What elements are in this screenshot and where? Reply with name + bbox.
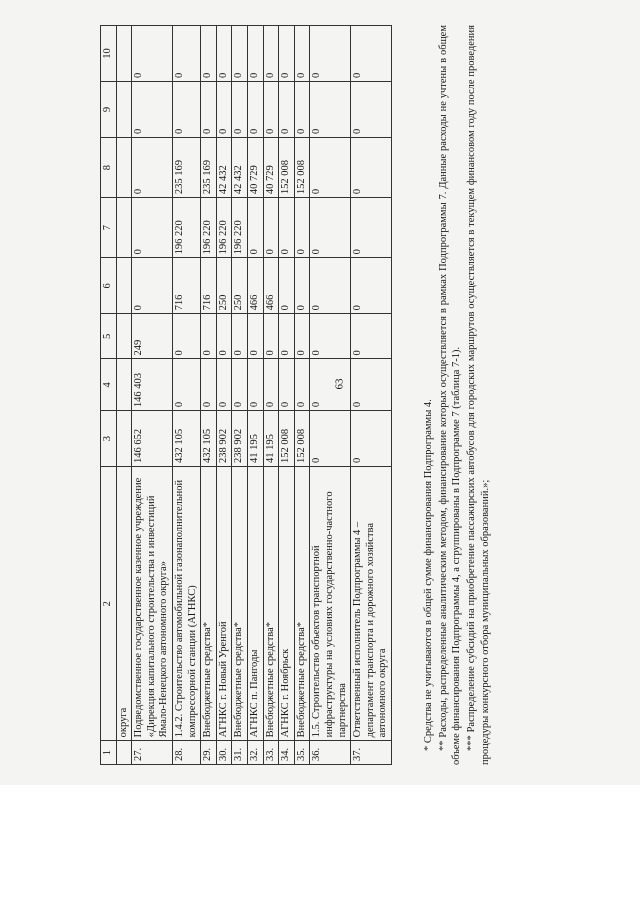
page-content xyxy=(100,25,500,765)
value-cell: 0 xyxy=(294,314,310,359)
table-row xyxy=(232,26,248,765)
value-cell: 0 xyxy=(132,137,173,197)
row-number xyxy=(116,741,132,765)
value-cell: 0 xyxy=(247,198,263,258)
value-cell: 146 403 xyxy=(132,359,173,411)
value-cell xyxy=(116,198,132,258)
table-row xyxy=(351,26,392,765)
row-name: Внебюджетные средства* xyxy=(263,467,279,741)
row-name: Внебюджетные средства* xyxy=(294,467,310,741)
value-cell xyxy=(116,26,132,82)
value-cell: 0 xyxy=(351,137,392,197)
value-cell: 41 195 xyxy=(247,411,263,467)
value-cell: 42 432 xyxy=(232,137,248,197)
value-cell: 0 xyxy=(310,258,351,314)
header-cell: 1 xyxy=(101,741,117,765)
value-cell: 0 xyxy=(310,314,351,359)
value-cell: 0 xyxy=(247,314,263,359)
page-number: 63 xyxy=(333,378,346,390)
value-cell: 0 xyxy=(310,82,351,138)
value-cell: 0 xyxy=(310,359,351,411)
table-row xyxy=(294,26,310,765)
value-cell: 250 xyxy=(216,258,232,314)
row-name: АГНКС п. Пангоды xyxy=(247,467,263,741)
value-cell: 42 432 xyxy=(216,137,232,197)
header-cell: 4 xyxy=(101,359,117,411)
value-cell: 0 xyxy=(201,26,217,82)
row-name: АГНКС г. Ноябрьск xyxy=(279,467,295,741)
value-cell: 0 xyxy=(201,314,217,359)
value-cell: 716 xyxy=(172,258,200,314)
value-cell: 0 xyxy=(294,359,310,411)
value-cell: 0 xyxy=(279,359,295,411)
value-cell xyxy=(116,411,132,467)
value-cell: 0 xyxy=(310,26,351,82)
value-cell: 0 xyxy=(263,26,279,82)
value-cell: 0 xyxy=(263,198,279,258)
value-cell: 0 xyxy=(351,359,392,411)
row-name: округа xyxy=(116,467,132,741)
value-cell: 238 902 xyxy=(232,411,248,467)
value-cell: 0 xyxy=(351,26,392,82)
value-cell: 196 220 xyxy=(232,198,248,258)
value-cell: 0 xyxy=(279,82,295,138)
value-cell xyxy=(116,258,132,314)
value-cell: 196 220 xyxy=(172,198,200,258)
row-number: 31. xyxy=(232,741,248,765)
value-cell: 0 xyxy=(263,82,279,138)
value-cell: 0 xyxy=(232,82,248,138)
value-cell xyxy=(116,82,132,138)
value-cell: 152 008 xyxy=(279,411,295,467)
value-cell: 0 xyxy=(201,359,217,411)
value-cell: 0 xyxy=(132,82,173,138)
value-cell: 0 xyxy=(279,258,295,314)
value-cell: 0 xyxy=(294,26,310,82)
row-name: 1.4.2. Строительство автомобильной газонаполнительной компрессорной станции (АГНКС) xyxy=(172,467,200,741)
value-cell: 196 220 xyxy=(201,198,217,258)
value-cell: 250 xyxy=(232,258,248,314)
value-cell: 0 xyxy=(172,26,200,82)
value-cell: 432 105 xyxy=(172,411,200,467)
value-cell: 152 008 xyxy=(294,411,310,467)
value-cell: 716 xyxy=(201,258,217,314)
value-cell: 0 xyxy=(351,82,392,138)
value-cell xyxy=(116,314,132,359)
row-name: 1.5. Строительство объектов транспортной инфраструктуры на условиях государственно-частного партнерства xyxy=(310,467,351,741)
row-name: Подведомственное государственное казенное учреждение «Дирекция капитального строительства и инвестиций Ямало-Ненецкого автономного округа» xyxy=(132,467,173,741)
header-cell: 6 xyxy=(101,258,117,314)
value-cell: 0 xyxy=(310,198,351,258)
value-cell: 0 xyxy=(232,314,248,359)
value-cell: 0 xyxy=(232,26,248,82)
table-row xyxy=(116,26,132,765)
value-cell: 0 xyxy=(351,314,392,359)
header-cell: 8 xyxy=(101,137,117,197)
value-cell: 196 220 xyxy=(216,198,232,258)
table-row xyxy=(172,26,200,765)
row-name: АГНКС г. Новый Уренгой xyxy=(216,467,232,741)
value-cell: 0 xyxy=(132,26,173,82)
value-cell: 0 xyxy=(294,258,310,314)
value-cell: 0 xyxy=(263,314,279,359)
value-cell: 466 xyxy=(263,258,279,314)
value-cell: 0 xyxy=(279,26,295,82)
row-name: Ответственный исполнитель Подпрограммы 4 – департамент транспорта и дорожного хозяйства автономного округа xyxy=(351,467,392,741)
value-cell: 0 xyxy=(216,314,232,359)
header-cell: 5 xyxy=(101,314,117,359)
header-cell: 10 xyxy=(101,26,117,82)
row-number: 28. xyxy=(172,741,200,765)
value-cell: 0 xyxy=(263,359,279,411)
value-cell: 0 xyxy=(279,314,295,359)
value-cell: 0 xyxy=(247,26,263,82)
header-cell: 3 xyxy=(101,411,117,467)
value-cell xyxy=(116,359,132,411)
footnotes xyxy=(422,25,493,765)
value-cell: 0 xyxy=(216,26,232,82)
row-name: Внебюджетные средства* xyxy=(201,467,217,741)
value-cell: 152 008 xyxy=(279,137,295,197)
table-row xyxy=(310,26,351,765)
row-number: 35. xyxy=(294,741,310,765)
value-cell: 146 652 xyxy=(132,411,173,467)
value-cell: 466 xyxy=(247,258,263,314)
value-cell: 0 xyxy=(172,82,200,138)
budget-table xyxy=(100,25,392,765)
header-cell: 2 xyxy=(101,467,117,741)
value-cell: 0 xyxy=(132,258,173,314)
row-number: 34. xyxy=(279,741,295,765)
value-cell: 0 xyxy=(132,198,173,258)
table-header-row xyxy=(101,26,117,765)
value-cell: 432 105 xyxy=(201,411,217,467)
value-cell: 40 729 xyxy=(247,137,263,197)
row-number: 37. xyxy=(351,741,392,765)
footnote-3: *** Распределение субсидий на приобретение пассажирских автобусов для городских маршрутов осуществляется в текущем финансовом году после проведения процедуры конкурсного отбора муниципальных образований.»; xyxy=(465,25,491,765)
value-cell: 0 xyxy=(294,198,310,258)
table-row xyxy=(132,26,173,765)
header-cell: 7 xyxy=(101,198,117,258)
row-number: 27. xyxy=(132,741,173,765)
value-cell: 0 xyxy=(172,359,200,411)
row-number: 36. xyxy=(310,741,351,765)
value-cell: 0 xyxy=(279,198,295,258)
value-cell: 0 xyxy=(216,82,232,138)
table-row xyxy=(216,26,232,765)
row-number: 32. xyxy=(247,741,263,765)
row-number: 29. xyxy=(201,741,217,765)
value-cell: 235 169 xyxy=(201,137,217,197)
value-cell: 0 xyxy=(172,314,200,359)
value-cell: 0 xyxy=(310,411,351,467)
page-background-bottom xyxy=(0,785,640,905)
value-cell: 238 902 xyxy=(216,411,232,467)
value-cell: 41 195 xyxy=(263,411,279,467)
row-number: 33. xyxy=(263,741,279,765)
value-cell: 0 xyxy=(247,359,263,411)
value-cell: 0 xyxy=(351,198,392,258)
value-cell: 0 xyxy=(351,258,392,314)
value-cell: 0 xyxy=(294,82,310,138)
value-cell: 0 xyxy=(351,411,392,467)
value-cell: 235 169 xyxy=(172,137,200,197)
row-number: 30. xyxy=(216,741,232,765)
value-cell: 0 xyxy=(247,82,263,138)
table-row xyxy=(247,26,263,765)
table-row xyxy=(263,26,279,765)
value-cell: 0 xyxy=(201,82,217,138)
value-cell: 0 xyxy=(310,137,351,197)
footnote-2: ** Расходы, распределенные аналитическим методом, финансирование которых осуществляется в рамках Подпрограммы 7. Данные расходы не учтены в общем объеме финансирования Подпрограммы 4, а сгруппированы в Подпрограмме 7 (таблица 7-1). xyxy=(437,25,463,765)
value-cell: 0 xyxy=(232,359,248,411)
table-row xyxy=(201,26,217,765)
table-row xyxy=(279,26,295,765)
value-cell: 0 xyxy=(216,359,232,411)
header-cell: 9 xyxy=(101,82,117,138)
value-cell: 152 008 xyxy=(294,137,310,197)
footnote-1: * Средства не учитываются в общей сумме финансирования Подпрограммы 4. xyxy=(423,399,434,751)
row-name: Внебюджетные средства* xyxy=(232,467,248,741)
value-cell: 40 729 xyxy=(263,137,279,197)
value-cell: 249 xyxy=(132,314,173,359)
value-cell xyxy=(116,137,132,197)
